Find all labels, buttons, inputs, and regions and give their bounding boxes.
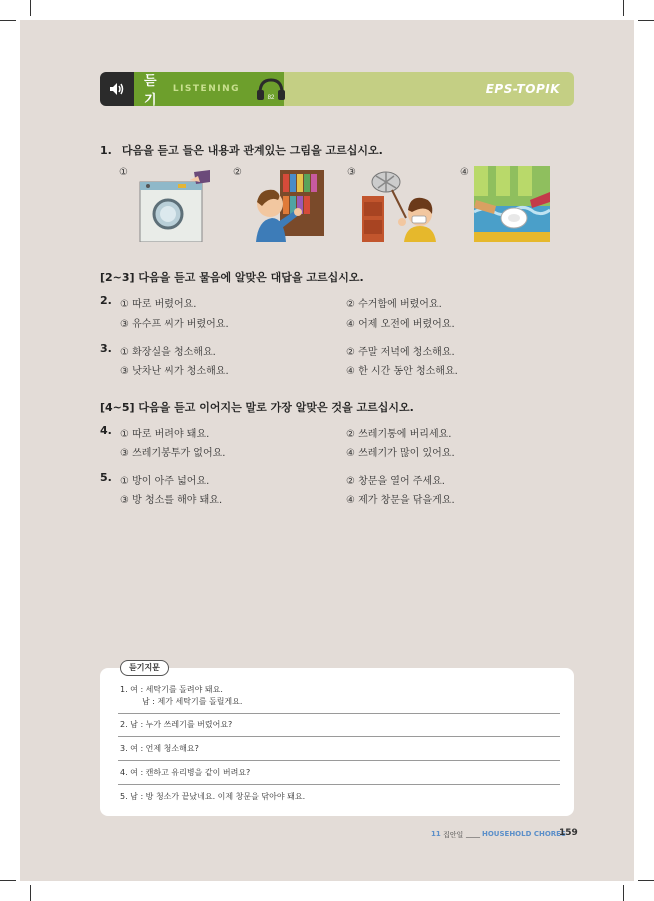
question-number: 1. bbox=[100, 144, 112, 157]
q4-option-4[interactable]: ④ 쓰레기가 많이 있어요. bbox=[346, 448, 455, 459]
header-brand-area bbox=[284, 72, 574, 106]
q3-option-4[interactable]: ④ 한 시간 동안 청소해요. bbox=[346, 366, 458, 377]
listening-label bbox=[134, 72, 284, 106]
crop-mark bbox=[638, 20, 654, 21]
crop-mark bbox=[623, 885, 624, 901]
q2-option-2[interactable]: ② 수거함에 버렸어요. bbox=[346, 299, 442, 310]
section-2-3-instruction: [2~3] 다음을 듣고 물음에 알맞은 대답을 고르십시오. bbox=[100, 271, 364, 284]
brand-logo: EPS-TOPIK bbox=[485, 82, 560, 96]
q3-option-2[interactable]: ② 주말 저녁에 청소해요. bbox=[346, 347, 455, 358]
footer-chapter-title: 집안일 bbox=[443, 831, 464, 839]
transcript-line-1a: 1. 여 : 세탁기를 돌려야 돼요. bbox=[120, 685, 223, 694]
crop-mark bbox=[30, 0, 31, 16]
question-4-number: 4. bbox=[100, 424, 112, 437]
washing-machine-illustration[interactable] bbox=[138, 166, 214, 242]
dishwashing-illustration[interactable] bbox=[474, 166, 550, 242]
page-number: 159 bbox=[559, 828, 578, 838]
q3-option-3[interactable]: ③ 낫차난 씨가 청소해요. bbox=[120, 366, 229, 377]
q2-option-4[interactable]: ④ 어제 오전에 버렸어요. bbox=[346, 319, 455, 330]
transcript-line-2: 2. 남 : 누가 쓰레기를 버렸어요? bbox=[120, 720, 233, 729]
q4-option-3[interactable]: ③ 쓰레기봉투가 없어요. bbox=[120, 448, 226, 459]
section-header bbox=[100, 72, 574, 106]
boy-bookshelf-illustration[interactable] bbox=[250, 166, 326, 242]
question-2-number: 2. bbox=[100, 294, 112, 307]
footer-topic: HOUSEHOLD CHORES bbox=[482, 830, 566, 838]
divider bbox=[118, 713, 560, 714]
transcript-line-1b: 남 : 제가 세탁기를 돌릴게요. bbox=[142, 697, 243, 706]
header-title: 듣기 bbox=[144, 74, 157, 106]
transcript-line-5: 5. 남 : 방 청소가 끝났네요. 이제 창문을 닦아야 돼요. bbox=[120, 792, 306, 801]
choice-label-2: ② bbox=[233, 167, 242, 178]
track-number: 82 bbox=[267, 95, 275, 101]
divider bbox=[118, 784, 560, 785]
q5-option-2[interactable]: ② 창문을 열어 주세요. bbox=[346, 476, 445, 487]
crop-mark bbox=[0, 20, 16, 21]
q5-option-3[interactable]: ③ 방 청소를 해야 돼요. bbox=[120, 495, 223, 506]
q4-option-1[interactable]: ① 따로 버려야 돼요. bbox=[120, 429, 210, 440]
transcript-line-3: 3. 여 : 언제 청소해요? bbox=[120, 744, 199, 753]
question-1-title bbox=[100, 142, 383, 158]
crop-mark bbox=[638, 880, 654, 881]
header-subtitle: LISTENING bbox=[172, 84, 240, 94]
question-3-number: 3. bbox=[100, 342, 112, 355]
question-prompt: 다음을 듣고 들은 내용과 관계있는 그림을 고르십시오. bbox=[121, 144, 383, 157]
q5-option-1[interactable]: ① 방이 아주 넓어요. bbox=[120, 476, 210, 487]
q2-option-3[interactable]: ③ 유수프 씨가 버렸어요. bbox=[120, 319, 229, 330]
crop-mark bbox=[623, 0, 624, 16]
speaker-icon[interactable] bbox=[100, 72, 134, 106]
footer-blank: ____ bbox=[466, 830, 480, 838]
headphones-icon[interactable] bbox=[256, 77, 284, 101]
choice-label-4: ④ bbox=[460, 167, 469, 178]
crop-mark bbox=[30, 885, 31, 901]
footer-chapter-number: 11 bbox=[431, 830, 441, 838]
q3-option-1[interactable]: ① 화장실을 청소해요. bbox=[120, 347, 216, 358]
crop-mark bbox=[0, 880, 16, 881]
transcript-line-4: 4. 여 : 캔하고 유리병을 같이 버려요? bbox=[120, 768, 251, 777]
question-5-number: 5. bbox=[100, 471, 112, 484]
section-4-5-instruction: [4~5] 다음을 듣고 이어지는 말로 가장 알맞은 것을 고르십시오. bbox=[100, 401, 414, 414]
q4-option-2[interactable]: ② 쓰레기통에 버리세요. bbox=[346, 429, 452, 440]
choice-label-1: ① bbox=[119, 167, 128, 178]
choice-label-3: ③ bbox=[347, 167, 356, 178]
q2-option-1[interactable]: ① 따로 버렸어요. bbox=[120, 299, 197, 310]
transcript-tag: 듣기지문 bbox=[120, 660, 169, 676]
dusting-illustration[interactable] bbox=[362, 166, 438, 242]
divider bbox=[118, 760, 560, 761]
q5-option-4[interactable]: ④ 제가 창문을 닦을게요. bbox=[346, 495, 455, 506]
divider bbox=[118, 736, 560, 737]
